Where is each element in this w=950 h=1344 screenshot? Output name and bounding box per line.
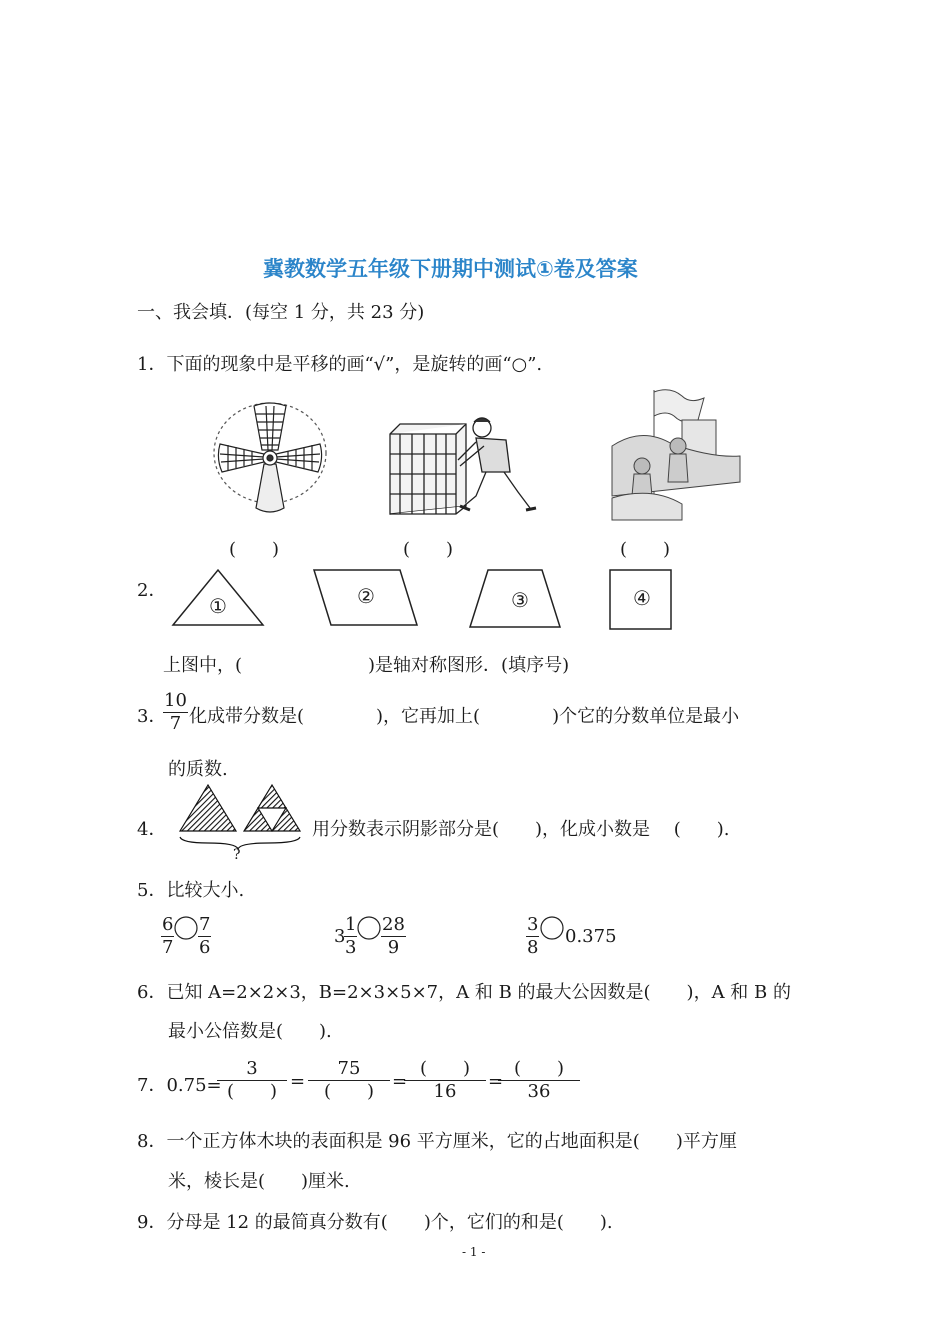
q7-frac-3-num[interactable]: ( ) xyxy=(404,1058,486,1081)
flag-raising-image xyxy=(612,386,747,520)
q5-item2-right-num: 28 xyxy=(382,914,405,935)
q5-item1-left-num: 6 xyxy=(162,914,174,935)
q5-item3-left xyxy=(526,914,539,959)
q2-shapes xyxy=(170,565,680,635)
question-6-text: 6．已知 A=2×2×3，B=2×3×5×7，A 和 B 的最大公因数是( )，A 和 B 的 xyxy=(137,982,791,1003)
q5-item3-left-den: 8 xyxy=(527,937,539,958)
q5-item2-right-den: 9 xyxy=(387,937,400,958)
q7-eq-3: = xyxy=(488,1071,504,1092)
page-title: 冀教数学五年级下册期中测试①卷及答案 xyxy=(263,257,638,281)
q7-frac-2-num: 75 xyxy=(308,1058,390,1081)
q5-item1-right-num: 7 xyxy=(199,914,211,935)
question-3-text: 化成带分数是( )，它再加上( )个它的分数单位是最小 xyxy=(189,706,740,727)
q5-item2-right xyxy=(381,914,406,959)
q7-frac-4-den: 36 xyxy=(527,1081,551,1102)
q7-frac-1 xyxy=(217,1058,287,1103)
q5-item2-whole: 3 xyxy=(334,926,346,947)
page-number: - 1 - xyxy=(462,1245,486,1259)
question-8-text: 8．一个正方体木块的表面积是 96 平方厘米，它的占地面积是( )平方厘 xyxy=(137,1131,737,1152)
q3-fraction xyxy=(163,690,188,735)
question-3-text-2: 的质数. xyxy=(168,759,228,780)
q5-compare-circle-2[interactable] xyxy=(357,916,381,940)
q1-blank-3[interactable]: ( ) xyxy=(620,539,671,560)
question-4-number: 4． xyxy=(137,819,167,840)
question-6-text-2: 最小公倍数是( ). xyxy=(168,1021,332,1042)
shape-label-4: ④ xyxy=(633,586,651,610)
shape-label-1: ① xyxy=(209,594,227,618)
question-7-prefix: 7．0.75= xyxy=(137,1075,222,1096)
shape-label-3: ③ xyxy=(511,588,529,612)
q5-item3-left-num: 3 xyxy=(527,914,539,935)
fan-image xyxy=(210,398,330,520)
q1-blank-1[interactable]: ( ) xyxy=(229,539,280,560)
pushing-crate-image xyxy=(386,410,536,520)
q7-frac-4 xyxy=(498,1058,580,1103)
q5-item2-left-den: 3 xyxy=(345,937,357,958)
section-heading: 一、我会填．(每空 1 分，共 23 分) xyxy=(137,302,425,323)
q7-frac-2 xyxy=(308,1058,390,1103)
question-3-number: 3． xyxy=(137,706,167,727)
q7-frac-4-num[interactable]: ( ) xyxy=(498,1058,580,1081)
shape-label-2: ② xyxy=(357,584,375,608)
q1-blank-2[interactable]: ( ) xyxy=(403,539,454,560)
question-9-text: 9．分母是 12 的最简真分数有( )个，它们的和是( ). xyxy=(137,1212,613,1233)
q5-item1-right-den: 6 xyxy=(199,937,211,958)
question-2-text: 上图中，( )是轴对称图形．(填序号) xyxy=(163,655,570,676)
question-8-text-2: 米，棱长是( )厘米. xyxy=(168,1171,350,1192)
q7-frac-1-num: 3 xyxy=(217,1058,287,1081)
q5-compare-circle-3[interactable] xyxy=(540,916,564,940)
q3-fraction-num: 10 xyxy=(164,690,187,711)
question-4-text: 用分数表示阴影部分是( )，化成小数是 ( ). xyxy=(312,819,730,840)
q5-item2-left xyxy=(344,914,357,959)
q7-frac-3 xyxy=(404,1058,486,1103)
question-5-text: 5．比较大小. xyxy=(137,880,245,901)
q7-frac-1-den[interactable]: ( ) xyxy=(226,1081,278,1102)
q7-eq-1: = xyxy=(290,1071,306,1092)
q7-frac-2-den[interactable]: ( ) xyxy=(323,1081,375,1102)
q5-item2-left-num: 1 xyxy=(345,914,357,935)
question-1-text: 1．下面的现象中是平移的画“√”，是旋转的画“○”. xyxy=(137,354,543,375)
q5-item1-left-den: 7 xyxy=(162,937,174,958)
q7-eq-2: = xyxy=(392,1071,408,1092)
q4-question-mark: ? xyxy=(233,847,241,863)
q5-compare-circle-1[interactable] xyxy=(174,916,198,940)
q7-frac-3-den: 16 xyxy=(433,1081,457,1102)
q5-item1-right xyxy=(198,914,211,959)
q4-triangles-image xyxy=(178,783,304,863)
q5-item3-right: 0.375 xyxy=(565,926,617,947)
q5-item1-left xyxy=(161,914,174,959)
question-2-number: 2． xyxy=(137,580,167,601)
q3-fraction-den: 7 xyxy=(169,713,182,734)
